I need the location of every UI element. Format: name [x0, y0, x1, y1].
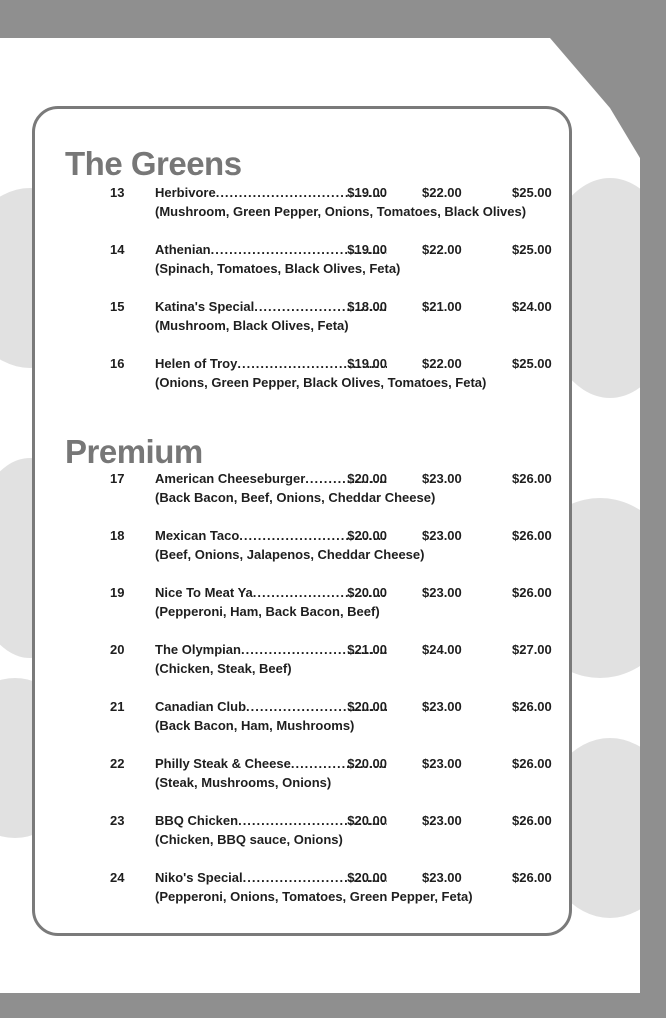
menu-item — [35, 640, 569, 688]
item-number: 19 — [110, 585, 125, 600]
price-medium: $24.00 — [422, 642, 462, 657]
price-large: $25.00 — [512, 242, 552, 257]
price-medium: $23.00 — [422, 528, 462, 543]
price-large: $26.00 — [512, 471, 552, 486]
item-description: (Pepperoni, Ham, Back Bacon, Beef) — [155, 604, 380, 619]
price-medium: $23.00 — [422, 756, 462, 771]
item-number: 16 — [110, 356, 125, 371]
item-description: (Back Bacon, Ham, Mushrooms) — [155, 718, 355, 733]
price-medium: $23.00 — [422, 585, 462, 600]
menu-item — [35, 240, 569, 288]
item-name: Nice To Meat Ya ..... — [155, 583, 387, 602]
price-large: $26.00 — [512, 528, 552, 543]
menu-item — [35, 583, 569, 631]
price-medium: $23.00 — [422, 699, 462, 714]
price-small: $21.00 — [347, 642, 387, 657]
price-small: $20.00 — [347, 870, 387, 885]
price-medium: $22.00 — [422, 242, 462, 257]
item-description: (Pepperoni, Onions, Tomatoes, Green Pepper, Feta) — [155, 889, 473, 904]
item-number: 20 — [110, 642, 125, 657]
item-number: 17 — [110, 471, 125, 486]
item-number: 24 — [110, 870, 125, 885]
price-small: $20.00 — [347, 756, 387, 771]
item-name: Niko's Special ..... — [155, 868, 387, 887]
item-number: 14 — [110, 242, 125, 257]
menu-item — [35, 183, 569, 231]
item-description: (Mushroom, Black Olives, Feta) — [155, 318, 349, 333]
price-medium: $23.00 — [422, 870, 462, 885]
item-name: Mexican Taco ..... — [155, 526, 387, 545]
item-name: Athenian ..... — [155, 240, 387, 259]
price-medium: $21.00 — [422, 299, 462, 314]
menu-card — [32, 106, 572, 936]
item-number: 22 — [110, 756, 125, 771]
item-name: Katina's Special ..... — [155, 297, 387, 316]
item-description: (Chicken, BBQ sauce, Onions) — [155, 832, 343, 847]
menu-item — [35, 868, 569, 916]
menu-item — [35, 469, 569, 517]
price-large: $25.00 — [512, 356, 552, 371]
section-title-the-greens: The Greens — [65, 145, 242, 182]
item-number: 15 — [110, 299, 125, 314]
item-number: 13 — [110, 185, 125, 200]
price-small: $19.00 — [347, 242, 387, 257]
price-large: $26.00 — [512, 756, 552, 771]
price-small: $18.00 — [347, 299, 387, 314]
item-description: (Back Bacon, Beef, Onions, Cheddar Cheese) — [155, 490, 436, 505]
item-number: 23 — [110, 813, 125, 828]
price-small: $20.00 — [347, 585, 387, 600]
price-medium: $23.00 — [422, 813, 462, 828]
price-small: $19.00 — [347, 185, 387, 200]
price-large: $24.00 — [512, 299, 552, 314]
price-large: $26.00 — [512, 813, 552, 828]
item-description: (Onions, Green Pepper, Black Olives, Tomatoes, Feta) — [155, 375, 487, 390]
item-name: BBQ Chicken ..... — [155, 811, 387, 830]
price-small: $20.00 — [347, 528, 387, 543]
price-medium: $22.00 — [422, 185, 462, 200]
item-name: Canadian Club ..... — [155, 697, 387, 716]
item-description: (Steak, Mushrooms, Onions) — [155, 775, 332, 790]
item-description: (Chicken, Steak, Beef) — [155, 661, 292, 676]
section-title-premium: Premium — [65, 433, 203, 470]
item-number: 18 — [110, 528, 125, 543]
item-description: (Mushroom, Green Pepper, Onions, Tomatoes, Black Olives) — [155, 204, 527, 219]
menu-item — [35, 297, 569, 345]
item-name: Philly Steak & Cheese ..... — [155, 754, 387, 773]
item-name: Helen of Troy ..... — [155, 354, 387, 373]
item-name: Herbivore ..... — [155, 183, 387, 202]
price-large: $26.00 — [512, 585, 552, 600]
menu-item — [35, 697, 569, 745]
item-number: 21 — [110, 699, 125, 714]
item-name: American Cheeseburger ..... — [155, 469, 387, 488]
item-name: The Olympian ..... — [155, 640, 387, 659]
price-small: $19.00 — [347, 356, 387, 371]
price-small: $20.00 — [347, 699, 387, 714]
price-large: $26.00 — [512, 699, 552, 714]
item-description: (Beef, Onions, Jalapenos, Cheddar Cheese) — [155, 547, 425, 562]
menu-item — [35, 754, 569, 802]
price-large: $26.00 — [512, 870, 552, 885]
price-small: $20.00 — [347, 813, 387, 828]
menu-item — [35, 811, 569, 859]
item-description: (Spinach, Tomatoes, Black Olives, Feta) — [155, 261, 401, 276]
menu-item — [35, 526, 569, 574]
price-large: $25.00 — [512, 185, 552, 200]
price-large: $27.00 — [512, 642, 552, 657]
menu-item — [35, 354, 569, 402]
price-small: $20.00 — [347, 471, 387, 486]
price-medium: $23.00 — [422, 471, 462, 486]
price-medium: $22.00 — [422, 356, 462, 371]
